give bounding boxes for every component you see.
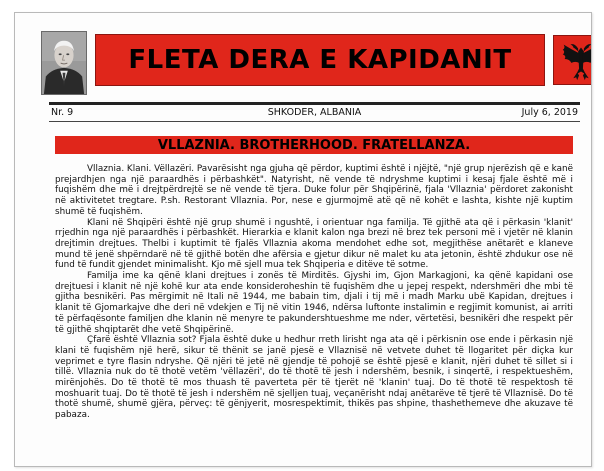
dateline-place: SHKODER, ALBANIA: [267, 107, 362, 118]
masthead: [41, 29, 592, 99]
issue-number: Nr. 9: [51, 107, 74, 118]
title-banner: [95, 34, 545, 86]
portrait-photo: [41, 31, 87, 95]
headline-bar: [55, 136, 573, 154]
article-paragraph: Vllaznia. Klani. Vëllazëri. Pavarësisht nga gjuha që përdor, kuptimi është i njëjtë, "një grup njerëzish që e kanë prejardhjen nga një paraardhës i përbashkët". Natyrisht, në vende të ndryshme kuptimi i kesaj fjale është më i fuqishëm dhe më i drejtpërdrejtë se në vende të tjera. Duke folur për Shqipërinë, fjala 'Vllaznia' përdoret zakonisht në aktivitetet tregtare. P.sh. Restorant Vllaznia. Por, nese e gjurmojmë atë që në kohët e lashta, kishte një kuptim shumë të fuqishëm.: [55, 164, 573, 217]
newsletter-page: [14, 12, 592, 467]
dateline-rule: [49, 121, 580, 122]
masthead-rule: [49, 102, 580, 105]
albanian-flag: [553, 35, 592, 85]
dateline: [49, 107, 580, 119]
issue-date: July 6, 2019: [521, 107, 578, 118]
article-paragraph: Çfarë është Vllaznia sot? Fjala është duke u hedhur rreth lirisht nga ata që i përkisnin ose ende i përkasin një klani të fuqishëm një herë, sikur të thënit se janë pjesë e Vllaznisë në vetvete duhet të llogaritet për diçka kur veprimet e tyre flasin ndryshe. Që njëri të jetë në gjendje të pohojë se është pjesë e klanit, njëri duhet të sillet si i tillë. Vllaznia nuk do të thotë vetëm 'vëllazëri', do të thotë të jesh i ndershëm, besnik, i sinqertë, i respektueshëm, mirënjohës. Do të thotë të mos thuash të paverteta për të tjerët në 'klanin' tuaj. Do të thotë të respektosh të moshuarit tuaj. Do të thotë të jesh i ndershëm në sjelljen tuaj, veçanërisht ndaj anëtarëve të tjerë të Vllaznisë. Do të thotë shumë, shumë gjëra, përveç: të gënjyerit, mosrespektimit, thikës pas shpine, thashethemeve dhe akuzave të pabaza.: [55, 335, 573, 421]
article-body: [55, 164, 573, 467]
newsletter-title: FLETA DERA E KAPIDANIT: [128, 45, 512, 75]
article-paragraph: Klani në Shqipëri është një grup shumë i ngushtë, i orientuar nga familja. Të gjithë ata që i përkasin 'klanit' rrjedhin nga një paraardhës i përbashkët. Hierarkia e klanit kalon nga brezi në brez tek personi më i vjetër në klanin drejtimin drejtues. Thelbi i kuptimit të fjalës Vllaznia akoma mendohet edhe sot, megjithëse anëtarët e klaneve mund të jenë shpërndarë në të gjithë botën dhe afërsia e gjetur dikur në malet ku ata jetonin, është zhdukur ose në fund të fundit gjendet minimalisht. Kjo më sjell mua tek Shqiperia e ditëve të sotme.: [55, 217, 573, 271]
double-headed-eagle-icon: [554, 36, 592, 84]
article-paragraph: Familja ime ka qënë klani drejtues i zonës të Mirditës. Gjyshi im, Gjon Markagjoni, ka qënë kapidani ose drejtuesi i klanit në një kohë kur ata ende konsideroheshin të fuqishëm dhe u jepej respekt, ndershmëri dhe mbi të gjitha besnikëri. Pas mërgimit në Itali në 1944, me babain tim, djali i tij më i madh Marku ubë Kapidan, drejtues i klanit të Gjomarkajve dhe deri në vdekjen e Tij në vitin 1946, ndërsa luftonte instalimin e regjimit komunist, ai arriti të përfaqësonte familjen dhe klanin në menyre te pakundershtueshme me nder, vërtetësi, besnikëri dhe respekt për të gjithë shqiptarët dhe vetë Shqipërinë.: [55, 271, 573, 335]
article-headline: VLLAZNIA. BROTHERHOOD. FRATELLANZA.: [157, 137, 471, 153]
